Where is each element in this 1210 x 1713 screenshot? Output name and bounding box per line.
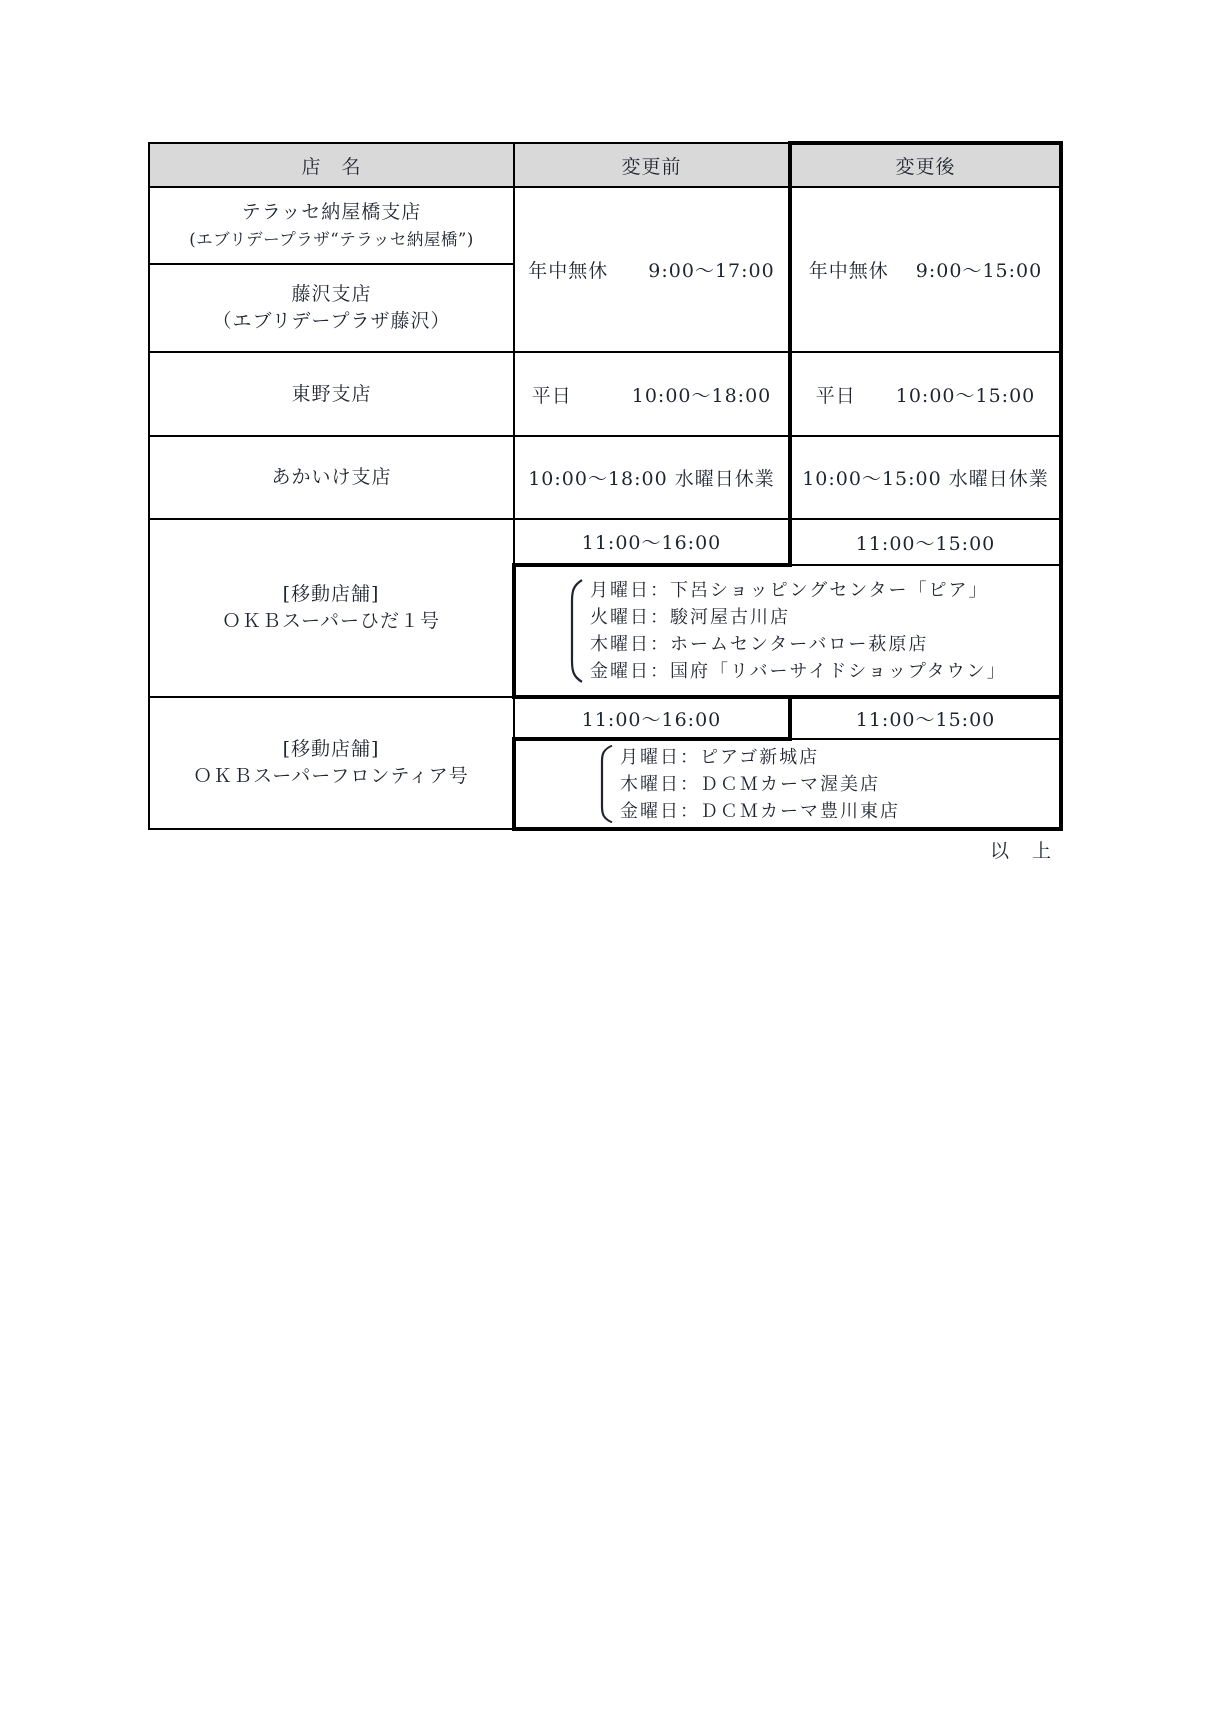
- weekday-schedule-list: [620, 744, 900, 825]
- cell-before-hours-mobile-frontier: 11:00〜16:00: [514, 697, 790, 739]
- cell-schedule-mobile-hida1: [514, 565, 1061, 697]
- cell-store-fujisawa: [149, 264, 514, 352]
- weekday-schedule-list: [590, 577, 1007, 685]
- col-header-store-name: 店 名: [149, 143, 514, 187]
- hours-change-table: [148, 141, 1063, 831]
- closing-text: 以 上: [989, 840, 1053, 862]
- cell-store-mobile-hida1: [149, 519, 514, 697]
- cell-before-hours-branch-group: 年中無休 9:00〜17:00: [514, 187, 790, 352]
- cell-schedule-mobile-frontier: [514, 739, 1061, 829]
- cell-store-higashino: 東野支店: [149, 352, 514, 436]
- store-name: ＯＫＢスーパーひだ１号: [221, 610, 441, 632]
- cell-after-hours-branch-group: 年中無休 9:00〜15:00: [790, 187, 1061, 352]
- cell-after-hours-mobile-frontier: 11:00〜15:00: [790, 697, 1061, 739]
- store-name: 藤沢支店: [291, 283, 372, 305]
- table-row: [149, 436, 1061, 519]
- schedule-line: 月曜日：下呂ショッピングセンター「ピア」: [590, 580, 989, 601]
- left-brace-icon: [598, 744, 614, 824]
- table-row: [149, 352, 1061, 436]
- cell-before-hours-akaike: 10:00〜18:00 水曜日休業: [514, 436, 790, 519]
- table-header-row: [149, 143, 1061, 187]
- col-header-before: 変更前: [514, 143, 790, 187]
- col-header-after: 変更後: [790, 143, 1061, 187]
- store-subname: （エブリデープラザ藤沢）: [212, 310, 451, 332]
- table-row: [149, 187, 1061, 264]
- cell-after-hours-mobile-hida1: 11:00〜15:00: [790, 519, 1061, 565]
- schedule-line: 木曜日：ホームセンターバロー萩原店: [590, 634, 929, 655]
- cell-store-mobile-frontier: [149, 697, 514, 829]
- schedule-line: 月曜日：ピアゴ新城店: [620, 746, 820, 768]
- table-row: [149, 697, 1061, 739]
- schedule-line: 金曜日：ＤＣＭカーマ豊川東店: [620, 800, 900, 822]
- cell-store-terrasse-nayabashi: [149, 187, 514, 264]
- cell-before-hours-higashino: 平日 10:00〜18:00: [514, 352, 790, 436]
- cell-before-hours-mobile-hida1: 11:00〜16:00: [514, 519, 790, 565]
- table-row: [149, 519, 1061, 565]
- cell-store-akaike: あかいけ支店: [149, 436, 514, 519]
- store-name: テラッセ納屋橋支店: [241, 200, 422, 223]
- store-label: [移動店舗]: [282, 738, 380, 760]
- schedule-line: 木曜日：ＤＣＭカーマ渥美店: [620, 773, 880, 795]
- cell-after-hours-higashino: 平日 10:00〜15:00: [790, 352, 1061, 436]
- left-brace-icon: [568, 578, 584, 684]
- store-name: ＯＫＢスーパーフロンティア号: [193, 765, 469, 787]
- store-label: [移動店舗]: [282, 583, 380, 605]
- schedule-line: 金曜日：国府「リバーサイドショップタウン」: [590, 661, 1007, 682]
- cell-after-hours-akaike: 10:00〜15:00 水曜日休業: [790, 436, 1061, 519]
- store-subname: (エブリデープラザ“テラッセ納屋橋”): [189, 229, 474, 249]
- schedule-line: 火曜日：駿河屋古川店: [590, 607, 790, 628]
